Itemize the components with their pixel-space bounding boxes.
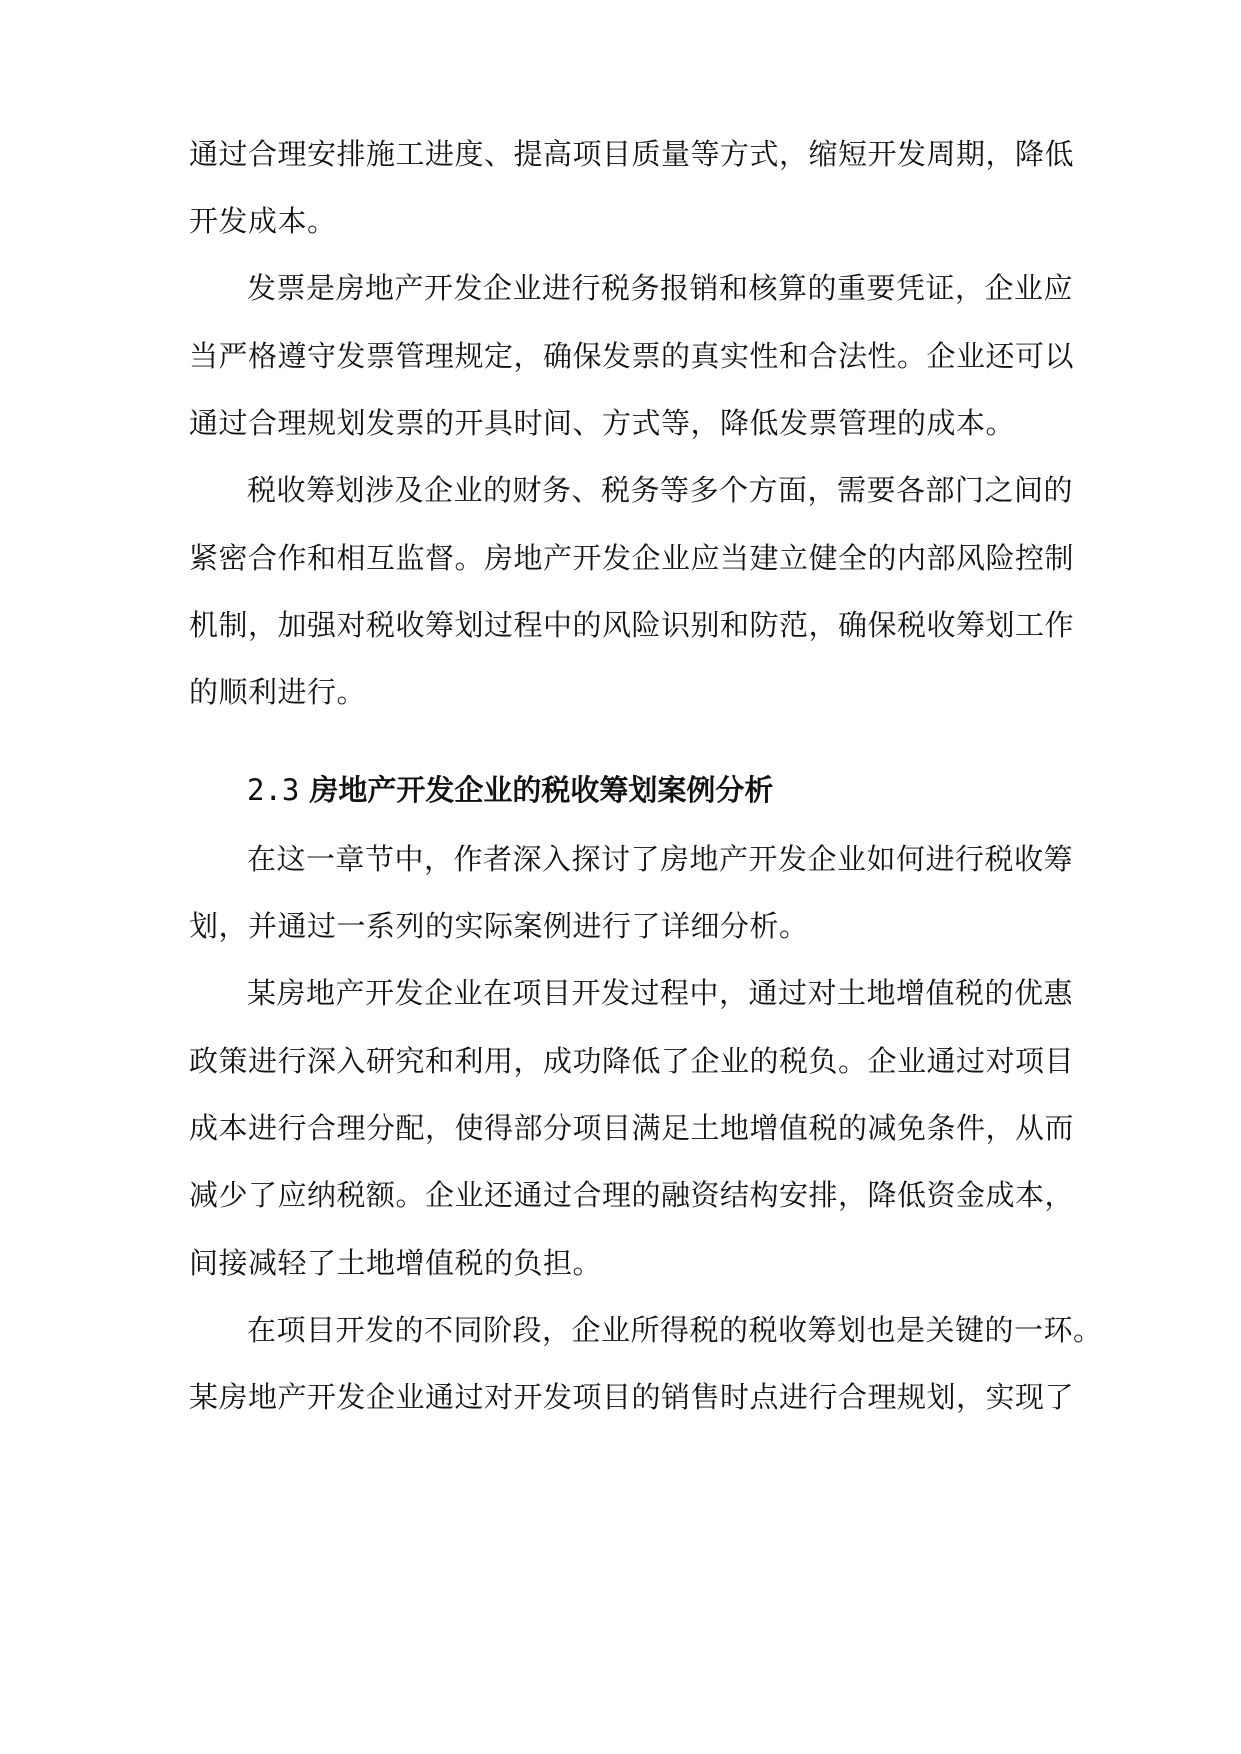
paragraph-6-line-1: 在项目开发的不同阶段，企业所得税的税收筹划也是关键的一环。 xyxy=(247,1313,1103,1347)
paragraph-2-line-3: 通过合理规划发票的开具时间、方式等，降低发票管理的成本。 xyxy=(189,406,1016,440)
paragraph-5-line-5: 间接减轻了土地增值税的负担。 xyxy=(189,1246,603,1280)
paragraph-1-line-2: 开发成本。 xyxy=(189,204,337,238)
paragraph-5-line-2: 政策进行深入研究和利用，成功降低了企业的税负。企业通过对项目 xyxy=(189,1044,1075,1078)
paragraph-5-line-1: 某房地产开发企业在项目开发过程中，通过对土地增值税的优惠 xyxy=(247,976,1074,1010)
paragraph-2-line-1: 发票是房地产开发企业进行税务报销和核算的重要凭证，企业应 xyxy=(247,271,1074,305)
paragraph-3-line-3: 机制，加强对税收筹划过程中的风险识别和防范，确保税收筹划工作 xyxy=(189,608,1075,642)
paragraph-4-line-2: 划，并通过一系列的实际案例进行了详细分析。 xyxy=(189,909,809,943)
paragraph-3-line-1: 税收筹划涉及企业的财务、税务等多个方面，需要各部门之间的 xyxy=(247,473,1074,507)
section-title: 房地产开发企业的税收筹划案例分析 xyxy=(309,773,774,807)
paragraph-6-line-2: 某房地产开发企业通过对开发项目的销售时点进行合理规划，实现了 xyxy=(189,1380,1075,1414)
paragraph-5-line-3: 成本进行合理分配，使得部分项目满足土地增值税的减免条件，从而 xyxy=(189,1111,1075,1145)
section-heading xyxy=(247,770,773,810)
paragraph-5-line-4: 减少了应纳税额。企业还通过合理的融资结构安排，降低资金成本， xyxy=(189,1178,1075,1212)
paragraph-2-line-2: 当严格遵守发票管理规定，确保发票的真实性和合法性。企业还可以 xyxy=(189,339,1075,373)
paragraph-4-line-1: 在这一章节中，作者深入探讨了房地产开发企业如何进行税收筹 xyxy=(247,842,1074,876)
paragraph-3-line-2: 紧密合作和相互监督。房地产开发企业应当建立健全的内部风险控制 xyxy=(189,541,1075,575)
paragraph-3-line-4: 的顺利进行。 xyxy=(189,675,367,709)
paragraph-1-line-1: 通过合理安排施工进度、提高项目质量等方式，缩短开发周期，降低 xyxy=(189,137,1075,171)
section-number: 2.3 xyxy=(247,773,300,807)
